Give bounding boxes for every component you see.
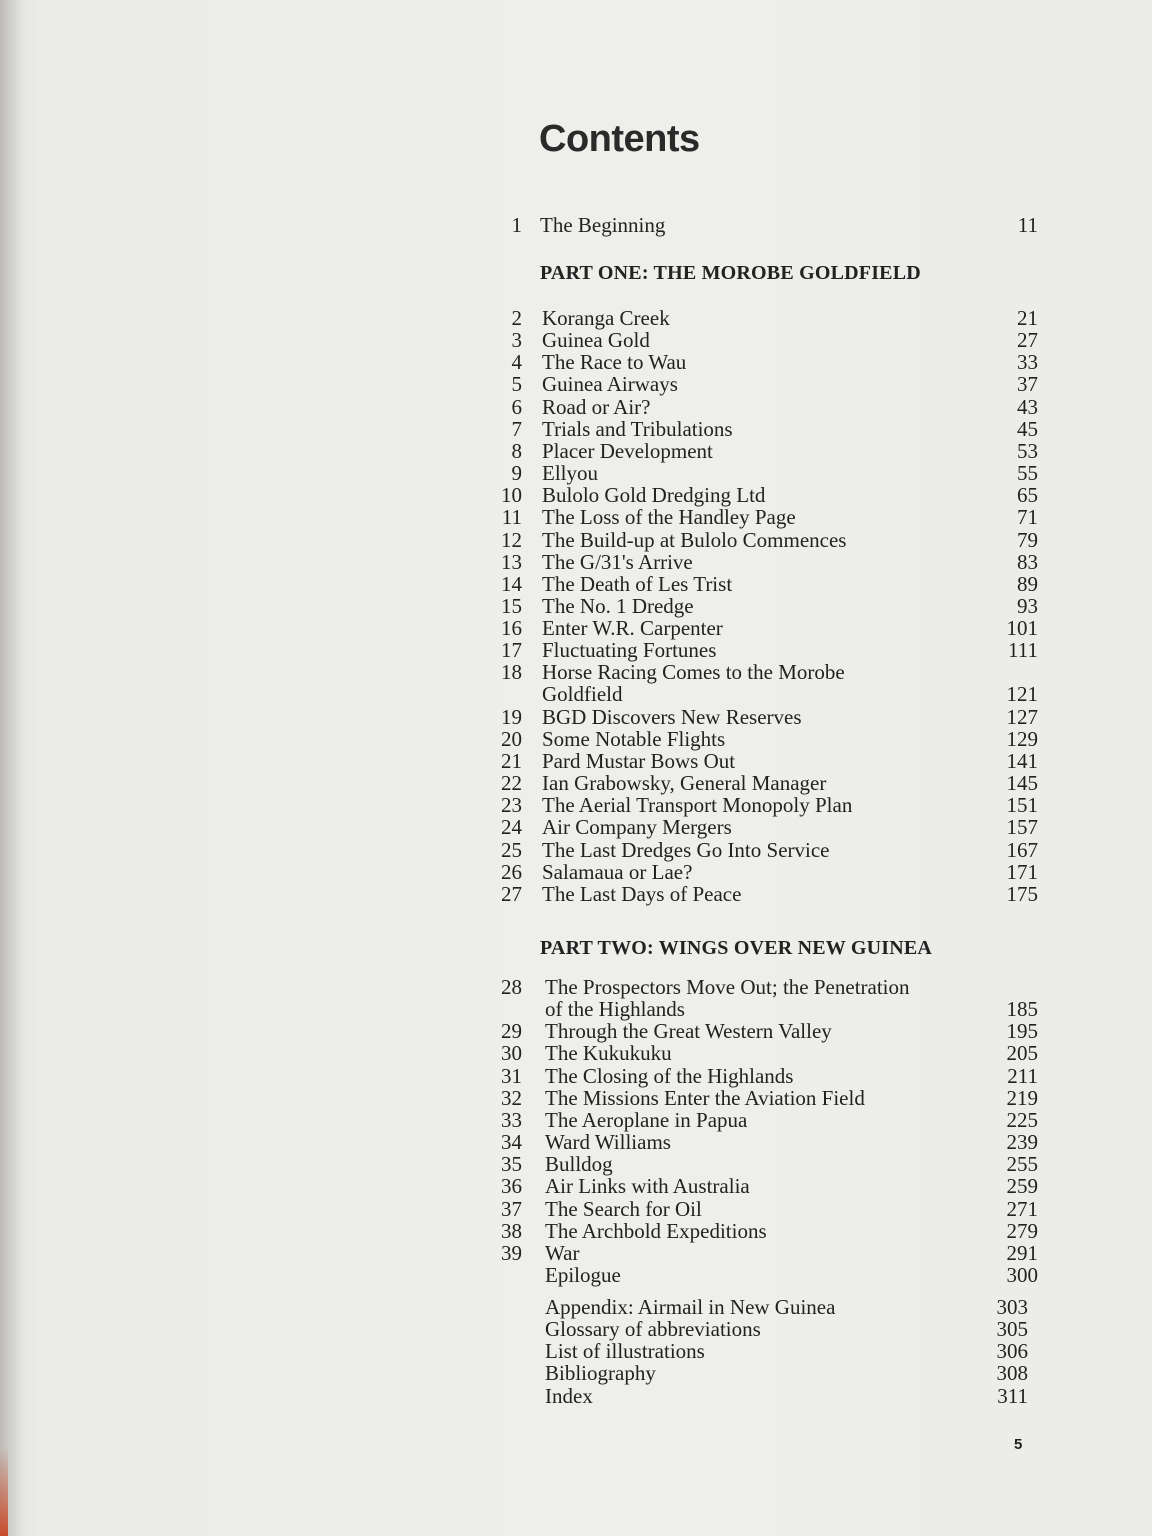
chapter-title: The Archbold Expeditions bbox=[545, 1218, 767, 1243]
chapter-page: 27 bbox=[1017, 328, 1038, 353]
chapter-number: 32 bbox=[501, 1085, 522, 1110]
chapter-page: 219 bbox=[1006, 1085, 1038, 1110]
chapter-number: 24 bbox=[501, 815, 522, 840]
back-matter-page: 308 bbox=[996, 1361, 1028, 1386]
chapter-number: 39 bbox=[501, 1240, 522, 1265]
chapter-title: The Missions Enter the Aviation Field bbox=[545, 1085, 865, 1110]
chapter-number: 18 bbox=[501, 660, 522, 685]
chapter-page: 300 bbox=[1006, 1262, 1038, 1287]
chapter-title: Air Links with Australia bbox=[545, 1174, 750, 1199]
chapter-number: 2 bbox=[511, 306, 522, 330]
chapter-page: 127 bbox=[1006, 704, 1038, 729]
back-matter-title: List of illustrations bbox=[545, 1339, 705, 1364]
chapter-title: Through the Great Western Valley bbox=[545, 1019, 832, 1044]
chapter-number: 15 bbox=[501, 593, 522, 618]
chapter-page: 291 bbox=[1006, 1240, 1038, 1265]
chapter-page: 83 bbox=[1017, 549, 1038, 574]
back-matter-title: Bibliography bbox=[545, 1361, 656, 1386]
toc-entry bbox=[490, 1198, 1038, 1222]
chapter-page: 259 bbox=[1006, 1174, 1038, 1199]
toc-entry bbox=[490, 883, 1038, 907]
chapter-title: The Closing of the Highlands bbox=[545, 1063, 794, 1088]
chapter-title: Guinea Gold bbox=[542, 328, 650, 353]
chapter-title: Guinea Airways bbox=[542, 372, 678, 397]
back-matter-page: 306 bbox=[996, 1339, 1028, 1364]
toc-entry bbox=[490, 373, 1038, 397]
chapter-title: The No. 1 Dredge bbox=[542, 593, 694, 618]
chapter-page: 65 bbox=[1017, 483, 1038, 508]
chapter-title: The G/31's Arrive bbox=[542, 549, 693, 574]
chapter-number: 5 bbox=[511, 372, 522, 397]
chapter-page: 55 bbox=[1017, 461, 1038, 486]
chapter-page: 53 bbox=[1017, 438, 1038, 463]
chapter-number: 13 bbox=[501, 549, 522, 574]
chapter-title: War bbox=[545, 1240, 580, 1265]
chapter-page: 157 bbox=[1006, 815, 1038, 840]
toc-entry-intro bbox=[490, 214, 1038, 238]
chapter-number: 9 bbox=[511, 461, 522, 486]
chapter-title-continued: Goldfield bbox=[542, 682, 623, 707]
chapter-number: 20 bbox=[501, 726, 522, 751]
chapter-number: 10 bbox=[501, 483, 522, 508]
chapter-title: Placer Development bbox=[542, 438, 713, 463]
chapter-page: 239 bbox=[1006, 1130, 1038, 1155]
part-one-heading: PART ONE: THE MOROBE GOLDFIELD bbox=[540, 262, 921, 284]
chapter-title: Air Company Mergers bbox=[542, 815, 732, 840]
chapter-page: 151 bbox=[1006, 793, 1038, 818]
chapter-title: Pard Mustar Bows Out bbox=[542, 749, 736, 773]
chapter-number: 28 bbox=[501, 975, 522, 999]
chapter-page: 171 bbox=[1006, 859, 1038, 884]
chapter-page: 271 bbox=[1006, 1196, 1038, 1221]
chapter-number: 17 bbox=[501, 638, 522, 663]
chapter-title: Epilogue bbox=[545, 1262, 621, 1287]
chapter-title: BGD Discovers New Reserves bbox=[542, 704, 802, 729]
chapter-number: 27 bbox=[501, 881, 522, 906]
chapter-number: 35 bbox=[501, 1152, 522, 1177]
chapter-page: 129 bbox=[1006, 726, 1038, 751]
chapter-page: 89 bbox=[1017, 571, 1038, 596]
chapter-number: 8 bbox=[511, 438, 522, 463]
toc-entry bbox=[490, 529, 1038, 553]
chapter-page: 93 bbox=[1017, 593, 1038, 618]
book-spine-shadow bbox=[0, 0, 22, 1536]
chapter-title: Road or Air? bbox=[542, 394, 651, 419]
chapter-page: 255 bbox=[1006, 1152, 1038, 1177]
chapter-page: 45 bbox=[1017, 416, 1038, 441]
toc-entry bbox=[490, 506, 1038, 530]
chapter-number: 26 bbox=[501, 859, 522, 884]
chapter-page: 141 bbox=[1006, 749, 1038, 773]
chapter-number: 14 bbox=[501, 571, 522, 596]
chapter-title: Ward Williams bbox=[545, 1130, 671, 1155]
chapter-page: 37 bbox=[1017, 372, 1038, 397]
chapter-page: 21 bbox=[1017, 306, 1038, 330]
chapter-page: 279 bbox=[1006, 1218, 1038, 1243]
toc-entry bbox=[490, 396, 1038, 420]
chapter-title: Salamaua or Lae? bbox=[542, 859, 693, 884]
toc-entry bbox=[490, 839, 1038, 863]
back-matter-title: Appendix: Airmail in New Guinea bbox=[545, 1295, 836, 1319]
chapter-page: 195 bbox=[1006, 1019, 1038, 1044]
contents-heading: Contents bbox=[539, 118, 700, 160]
chapter-title: The Prospectors Move Out; the Penetration bbox=[545, 975, 910, 999]
back-matter-page: 305 bbox=[996, 1317, 1028, 1342]
chapter-title: The Build-up at Bulolo Commences bbox=[542, 527, 847, 552]
chapter-page: 205 bbox=[1006, 1041, 1038, 1066]
chapter-number: 25 bbox=[501, 837, 522, 862]
page-number: 5 bbox=[1014, 1436, 1023, 1453]
toc-entry bbox=[490, 1065, 1038, 1089]
chapter-page: 225 bbox=[1006, 1107, 1038, 1132]
chapter-title: Ian Grabowsky, General Manager bbox=[542, 771, 827, 796]
chapter-title: Bulldog bbox=[545, 1152, 613, 1177]
book-cover-edge bbox=[0, 1446, 8, 1536]
chapter-number: 37 bbox=[501, 1196, 522, 1221]
chapter-page: 79 bbox=[1017, 527, 1038, 552]
toc-entry-back-matter bbox=[490, 1385, 1038, 1409]
chapter-number: 36 bbox=[501, 1174, 522, 1199]
chapter-title: Fluctuating Fortunes bbox=[542, 638, 717, 663]
chapter-number: 33 bbox=[501, 1107, 522, 1132]
chapter-page: 211 bbox=[1007, 1063, 1038, 1088]
toc-entry bbox=[490, 1042, 1038, 1066]
chapter-title: The Race to Wau bbox=[542, 350, 687, 375]
part-two-heading: PART TWO: WINGS OVER NEW GUINEA bbox=[540, 937, 933, 959]
chapter-number: 21 bbox=[501, 749, 522, 773]
chapter-title: Bulolo Gold Dredging Ltd bbox=[542, 483, 766, 508]
chapter-title: Koranga Creek bbox=[542, 306, 670, 330]
chapter-title: The Beginning bbox=[540, 213, 666, 237]
chapter-title: Horse Racing Comes to the Morobe bbox=[542, 660, 845, 685]
chapter-page: 11 bbox=[1017, 213, 1038, 237]
chapter-title: The Aeroplane in Papua bbox=[545, 1107, 748, 1132]
chapter-number: 12 bbox=[501, 527, 522, 552]
chapter-title: The Search for Oil bbox=[545, 1196, 702, 1221]
chapter-page: 101 bbox=[1006, 616, 1038, 641]
back-matter-page: 311 bbox=[997, 1383, 1028, 1408]
chapter-number: 31 bbox=[501, 1063, 522, 1088]
chapter-number: 38 bbox=[501, 1218, 522, 1243]
chapter-title: The Last Dredges Go Into Service bbox=[542, 837, 830, 862]
chapter-number: 11 bbox=[501, 505, 522, 530]
chapter-page: 145 bbox=[1006, 771, 1038, 796]
chapter-page: 185 bbox=[1006, 997, 1038, 1021]
toc-entry-back-matter bbox=[490, 1362, 1038, 1386]
chapter-number: 4 bbox=[511, 350, 522, 375]
chapter-title: The Kukukuku bbox=[545, 1041, 672, 1066]
chapter-title: The Loss of the Handley Page bbox=[542, 505, 796, 530]
chapter-page: 111 bbox=[1008, 638, 1038, 663]
chapter-number: 7 bbox=[511, 416, 522, 441]
toc-entry-continuation bbox=[490, 683, 1038, 707]
chapter-number: 3 bbox=[511, 328, 522, 353]
chapter-title: The Last Days of Peace bbox=[542, 881, 742, 906]
chapter-page: 43 bbox=[1017, 394, 1038, 419]
chapter-title: The Aerial Transport Monopoly Plan bbox=[542, 793, 853, 818]
back-matter-page: 303 bbox=[996, 1295, 1028, 1319]
back-matter-title: Glossary of abbreviations bbox=[545, 1317, 761, 1342]
chapter-page: 121 bbox=[1006, 682, 1038, 707]
toc-entry bbox=[490, 1264, 1038, 1288]
chapter-title: Ellyou bbox=[542, 461, 598, 486]
chapter-title: Enter W.R. Carpenter bbox=[542, 616, 723, 641]
chapter-page: 71 bbox=[1017, 505, 1038, 530]
chapter-page: 167 bbox=[1006, 837, 1038, 862]
chapter-number: 6 bbox=[511, 394, 522, 419]
chapter-number: 1 bbox=[511, 213, 522, 237]
chapter-number: 19 bbox=[501, 704, 522, 729]
chapter-number: 29 bbox=[501, 1019, 522, 1044]
chapter-title-continued: of the Highlands bbox=[545, 997, 685, 1021]
chapter-number: 16 bbox=[501, 616, 522, 641]
back-matter-title: Index bbox=[545, 1383, 593, 1408]
toc-entry bbox=[490, 1175, 1038, 1199]
toc-entry bbox=[490, 816, 1038, 840]
chapter-title: Trials and Tribulations bbox=[542, 416, 733, 441]
chapter-number: 30 bbox=[501, 1041, 522, 1066]
chapter-number: 23 bbox=[501, 793, 522, 818]
chapter-page: 33 bbox=[1017, 350, 1038, 375]
chapter-page: 175 bbox=[1006, 881, 1038, 906]
chapter-title: Some Notable Flights bbox=[542, 726, 726, 751]
chapter-number: 34 bbox=[501, 1130, 522, 1155]
chapter-number: 22 bbox=[501, 771, 522, 796]
chapter-title: The Death of Les Trist bbox=[542, 571, 733, 596]
